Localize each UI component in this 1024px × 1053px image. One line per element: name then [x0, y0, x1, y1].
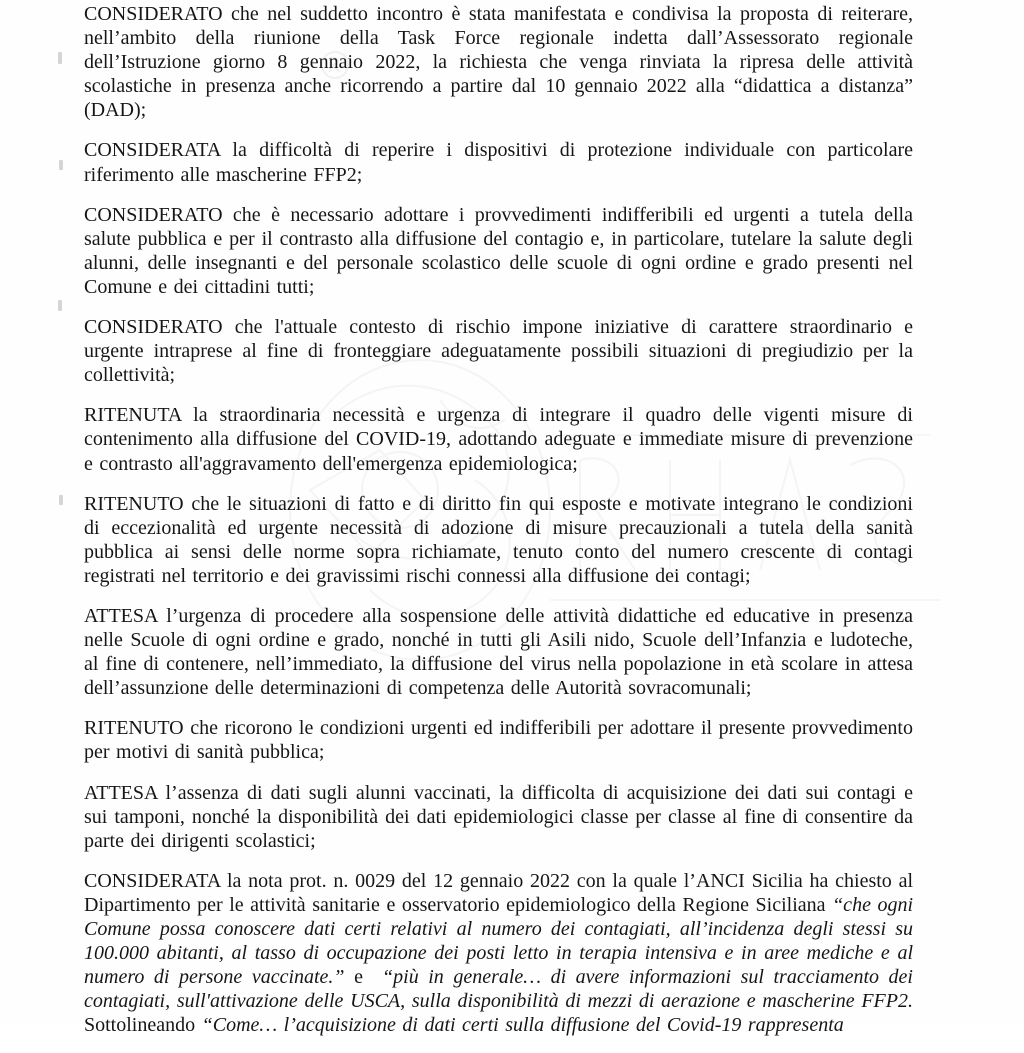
paragraph — [84, 138, 920, 186]
body-text: RITENUTA la straordinaria necessità e urgenza di integrare il quadro delle vigenti misure di contenimento alla diffusione del COVID-19, adottando adeguate e immediate misure di prevenzione e contrasto all'aggravamento dell'emergenza epidemiologica; — [84, 404, 920, 475]
body-text: ATTESA l’urgenza di procedere alla sospensione delle attività didattiche ed educative in presenza nelle Scuole di ogni ordine e grado, nonché in tutti gli Asili nido, Scuole dell’Infanzia e ludoteche, al fine di contenere, nell’immediato, la diffusione del virus nella popolazione in età scolare in attesa dell’assunzione delle determinazioni di competenza delle Autorità sovracomunali; — [84, 604, 920, 700]
body-text: CONSIDERATO che l'attuale contesto di rischio impone iniziative di carattere straordinario e urgente intraprese al fine di fronteggiare adeguatamente possibili situazioni di pregiudizio per la collettività; — [84, 316, 920, 387]
body-text: CONSIDERATA la difficoltà di reperire i dispositivi di protezione individuale con particolare riferimento alle mascherine FFP2; — [84, 139, 920, 186]
scan-speck — [59, 495, 63, 505]
body-text: CONSIDERATO che è necessario adottare i provvedimenti indifferibili ed urgenti a tutela della salute pubblica e per il contrasto alla diffusione del contagio e, in particolare, tutelare la salute degli alunni, delle insegnanti e del personale scolastico delle scuole di ogni ordine e grado presenti nel Comune e dei cittadini tutti; — [84, 203, 920, 298]
paragraph — [84, 315, 920, 387]
document-body — [84, 2, 920, 1053]
quoted-italic-text: “che ogni Comune possa conoscere dati certi relativi al numero dei contagiati, all’incidenza degli stessi su 100.000 abitanti, al tasso di occupazione dei posti letto in terapia intensiva e in aree mediche e al numero di persone vaccinate.” — [84, 893, 920, 989]
quoted-italic-text: “più in generale… di avere informazioni sul tracciamento dei contagiati, sull'attivazione delle USCA, sulla disponibilità di mezzi di aerazione e mascherine FFP2. — [84, 966, 920, 1013]
paragraph — [84, 869, 920, 1038]
body-text: e — [344, 966, 383, 989]
body-text: Sottolineando — [84, 990, 920, 1037]
body-text: RITENUTO che ricorono le condizioni urgenti ed indifferibili per adottare il presente provvedimento per motivi di sanità pubblica; — [84, 717, 920, 764]
quoted-italic-text: “Come… l’acquisizione di dati certi sulla diffusione del Covid-19 rappresenta — [201, 1014, 844, 1037]
paragraph — [84, 492, 920, 588]
paragraph — [84, 2, 920, 122]
body-text: CONSIDERATO che nel suddetto incontro è stata manifestata e condivisa la proposta di reiterare, nell’ambito della riunione della Task Force regionale indetta dall’Assessorato regionale dell’Istruzione giorno 8 gennaio 2022, la richiesta che venga rinviata la ripresa delle attività scolastiche in presenza anche ricorrendo a partire dal 10 gennaio 2022 alla “didattica a distanza” (DAD); — [84, 3, 920, 122]
body-text: CONSIDERATA la nota prot. n. 0029 del 12 gennaio 2022 con la quale l’ANCI Sicilia ha chiesto al Dipartimento per le attività sanitarie e osservatorio epidemiologico della Regione Siciliana — [84, 869, 920, 916]
scan-speck — [59, 160, 63, 170]
paragraph — [84, 203, 920, 299]
scan-speck — [58, 52, 62, 64]
body-text: RITENUTO che le situazioni di fatto e di diritto fin qui esposte e motivate integrano le condizioni di eccezionalità ed urgente necessità di adozione di misure precauzionali a tutela della sanità pubblica ai sensi delle norme sopra richiamate, tenuto conto del numero crescente di contagi registrati nel territorio e dei gravissimi rischi connessi alla diffusione dei contagi; — [84, 492, 920, 587]
paragraph — [84, 604, 920, 700]
body-text: ATTESA l’assenza di dati sugli alunni vaccinati, la difficolta di acquisizione dei dati sui contagi e sui tamponi, nonché la disponibilità dei dati epidemiologici classe per classe al fine di consentire da parte dei dirigenti scolastici; — [84, 781, 920, 852]
scan-speck — [58, 300, 62, 311]
paragraph — [84, 781, 920, 853]
paragraph — [84, 403, 920, 475]
paragraph — [84, 716, 920, 764]
